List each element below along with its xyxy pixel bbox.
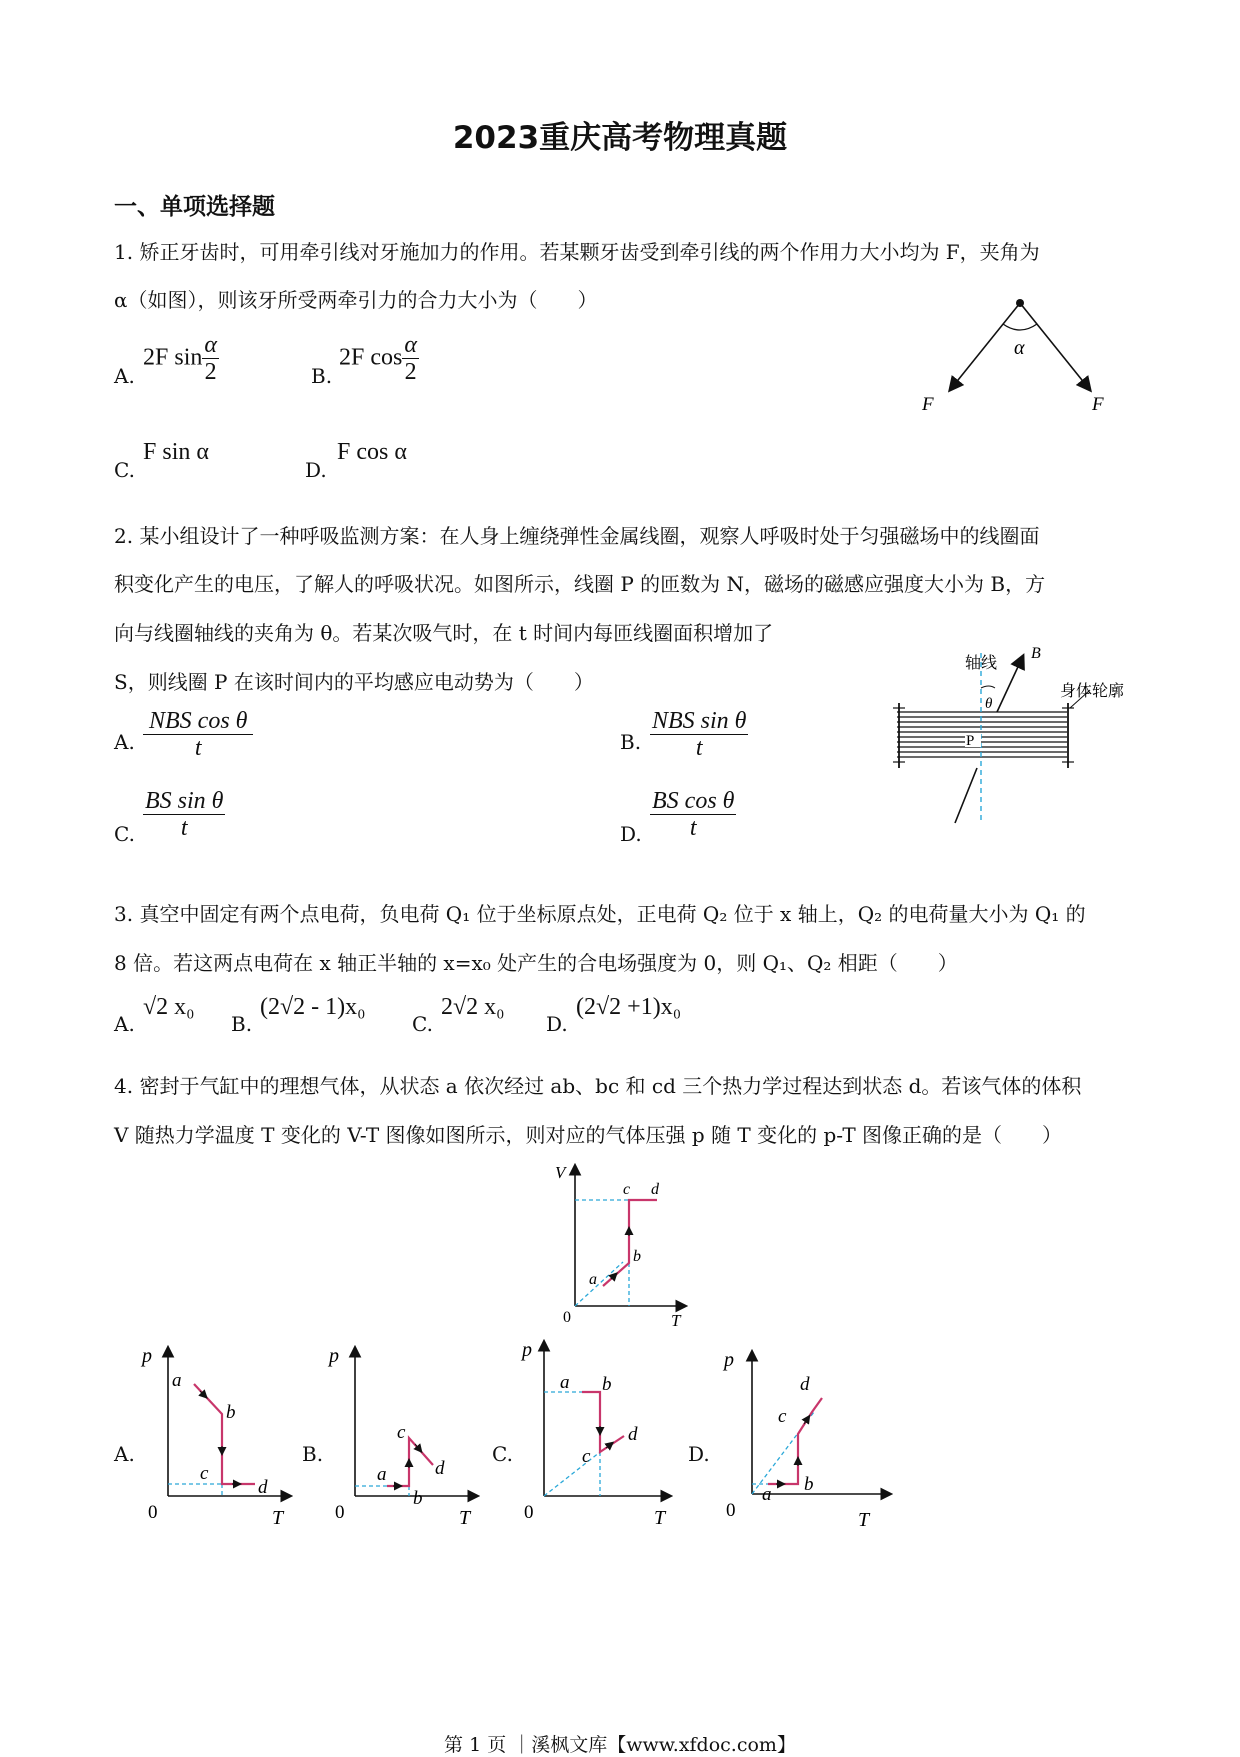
- q3-option-c-label: C.: [412, 1012, 433, 1036]
- q4-vt-d: d: [651, 1181, 659, 1198]
- q2-option-b-label: B.: [620, 730, 642, 754]
- q1-option-a: [143, 332, 219, 386]
- q4-vt-v-label: V: [555, 1163, 566, 1182]
- q4-d-point-d: d: [800, 1374, 810, 1395]
- q4-d-origin: 0: [726, 1500, 736, 1521]
- q2-option-b-den: t: [695, 735, 703, 762]
- q2-fig-b-label: B: [1031, 645, 1041, 662]
- q1-stem-line1: 1. 矫正牙齿时，可用牵引线对牙施加力的作用。若某颗牙齿受到牵引线的两个作用力大小均为 F，夹角为: [114, 240, 1040, 264]
- q4-b-point-a: a: [377, 1464, 387, 1485]
- q2-option-d-den: t: [689, 815, 697, 842]
- q4-c-p-label: p: [522, 1339, 532, 1361]
- page-footer: 第 1 页 ｜溪枫文库【www.xfdoc.com】: [444, 1734, 796, 1756]
- q4-vt-t-label: T: [671, 1311, 681, 1330]
- q2-option-d-num: BS cos θ: [652, 788, 735, 814]
- q2-option-d-label: D.: [620, 822, 642, 846]
- q4-stem-line1: 4. 密封于气缸中的理想气体，从状态 a 依次经过 ab、bc 和 cd 三个热力学过程达到状态 d。若该气体的体积: [114, 1074, 1082, 1098]
- q1-option-a-den: 2: [204, 359, 217, 386]
- q4-c-t-label: T: [654, 1507, 666, 1529]
- q1-fig-alpha: α: [1014, 337, 1025, 359]
- q2-stem-line3: 向与线圈轴线的夹角为 θ。若某次吸气时，在 t 时间内每匝线圈面积增加了: [114, 621, 774, 645]
- q4-a-p-label: p: [142, 1345, 152, 1367]
- q1-option-b-coef: 2F cos: [339, 344, 403, 371]
- q2-coil-diagram: [885, 638, 1145, 828]
- q2-fig-theta-label: θ: [985, 696, 993, 712]
- q4-option-b-graph: [327, 1338, 487, 1538]
- q4-b-point-d: d: [435, 1458, 445, 1479]
- q4-vt-b: b: [633, 1248, 641, 1265]
- q1-fig-f-right: F: [1092, 394, 1104, 415]
- q4-option-b-label: B.: [302, 1442, 324, 1466]
- q2-option-a: [143, 708, 253, 762]
- q4-option-c-label: C.: [492, 1442, 513, 1466]
- q1-option-b-den: 2: [404, 359, 417, 386]
- q2-fig-p-label: P: [966, 733, 975, 749]
- q2-stem-line1: 2. 某小组设计了一种呼吸监测方案：在人身上缠绕弹性金属线圈，观察人呼吸时处于匀强磁场中的线圈面: [114, 524, 1040, 548]
- q4-stem-line2: V 随热力学温度 T 变化的 V-T 图像如图所示，则对应的气体压强 p 随 T 变化的 p-T 图像正确的是（ ）: [114, 1123, 1063, 1147]
- q1-option-b-num: α: [404, 332, 417, 358]
- q4-a-point-d: d: [258, 1477, 268, 1498]
- q2-option-c-label: C.: [114, 822, 135, 846]
- q2-option-c-den: t: [180, 815, 188, 842]
- q4-b-p-label: p: [329, 1345, 339, 1367]
- q1-option-a-num: α: [204, 332, 217, 358]
- q1-force-diagram: [900, 290, 1140, 420]
- q1-option-d-label: D.: [305, 458, 327, 482]
- q3-option-b: (2√2 - 1)x₀: [260, 994, 366, 1020]
- q4-b-t-label: T: [459, 1507, 471, 1529]
- q4-a-point-a: a: [172, 1370, 182, 1391]
- q2-fig-body-label: 身体轮廓: [1060, 683, 1125, 700]
- q1-stem-line2: α（如图），则该牙所受两牵引力的合力大小为（ ）: [114, 288, 598, 312]
- q1-option-b: [339, 332, 419, 386]
- q2-option-d: [650, 788, 736, 842]
- q3-option-c: 2√2 x₀: [441, 994, 505, 1020]
- q4-c-point-d: d: [628, 1424, 638, 1445]
- q3-option-b-label: B.: [231, 1012, 253, 1036]
- q1-option-c-label: C.: [114, 458, 135, 482]
- q4-a-origin: 0: [148, 1502, 158, 1523]
- section-heading: 一、单项选择题: [114, 194, 275, 220]
- q4-a-point-b: b: [226, 1402, 236, 1423]
- q1-fig-f-left: F: [922, 394, 934, 415]
- q1-option-d: F cos α: [337, 439, 407, 465]
- q4-d-p-label: p: [724, 1349, 734, 1371]
- q3-option-a-label: A.: [114, 1012, 135, 1036]
- q4-b-origin: 0: [335, 1502, 345, 1523]
- q4-vt-graph: [545, 1158, 695, 1330]
- q2-option-b-num: NBS sin θ: [652, 708, 747, 734]
- q2-stem-line4: S，则线圈 P 在该时间内的平均感应电动势为（ ）: [114, 670, 594, 694]
- q1-option-a-coef: 2F sin: [143, 344, 203, 371]
- q3-stem-line2: 8 倍。若这两点电荷在 x 轴正半轴的 x=x₀ 处产生的合电场强度为 0，则 Q₁、Q₂ 相距（ ）: [114, 951, 958, 975]
- q4-b-point-c: c: [397, 1422, 406, 1443]
- q2-option-c-num: BS sin θ: [145, 788, 224, 814]
- q4-vt-c: c: [623, 1181, 631, 1198]
- q2-fig-axis-label: 轴线: [965, 655, 998, 672]
- q4-c-origin: 0: [524, 1502, 534, 1523]
- q4-option-d-graph: [722, 1338, 902, 1538]
- q4-c-point-b: b: [602, 1374, 612, 1395]
- page-title: 2023重庆高考物理真题: [452, 120, 788, 156]
- q4-d-point-a: a: [762, 1484, 772, 1505]
- q2-option-a-num: NBS cos θ: [143, 708, 253, 735]
- q4-c-point-c: c: [582, 1446, 591, 1467]
- q4-d-point-c: c: [778, 1406, 787, 1427]
- q4-c-point-a: a: [560, 1372, 570, 1393]
- q2-option-c: [143, 788, 225, 842]
- q2-stem-line2: 积变化产生的电压，了解人的呼吸状况。如图所示，线圈 P 的匝数为 N，磁场的磁感应强度大小为 B，方: [114, 572, 1046, 596]
- q2-option-b: [650, 708, 748, 762]
- q3-option-a: √2 x₀: [143, 994, 195, 1020]
- q4-vt-origin: 0: [563, 1309, 571, 1326]
- q4-option-c-graph: [520, 1328, 680, 1538]
- q4-option-a-label: A.: [114, 1442, 135, 1466]
- q3-stem-line1: 3. 真空中固定有两个点电荷，负电荷 Q₁ 位于坐标原点处，正电荷 Q₂ 位于 x 轴上，Q₂ 的电荷量大小为 Q₁ 的: [114, 902, 1086, 926]
- q4-option-a-graph: [140, 1338, 300, 1538]
- q1-option-a-label: A.: [114, 364, 135, 388]
- q1-option-b-label: B.: [311, 364, 333, 388]
- q4-a-point-c: c: [200, 1463, 209, 1484]
- q4-d-point-b: b: [804, 1474, 814, 1495]
- q3-option-d: (2√2 +1)x₀: [576, 994, 682, 1020]
- q3-option-d-label: D.: [546, 1012, 568, 1036]
- q4-a-t-label: T: [272, 1507, 284, 1529]
- q2-option-a-den: t: [194, 735, 202, 762]
- q4-vt-a: a: [589, 1271, 597, 1288]
- q4-d-t-label: T: [858, 1509, 870, 1531]
- q4-b-point-b: b: [413, 1488, 423, 1509]
- q1-option-c: F sin α: [143, 439, 209, 465]
- q2-option-a-label: A.: [114, 730, 135, 754]
- q4-option-d-label: D.: [688, 1442, 710, 1466]
